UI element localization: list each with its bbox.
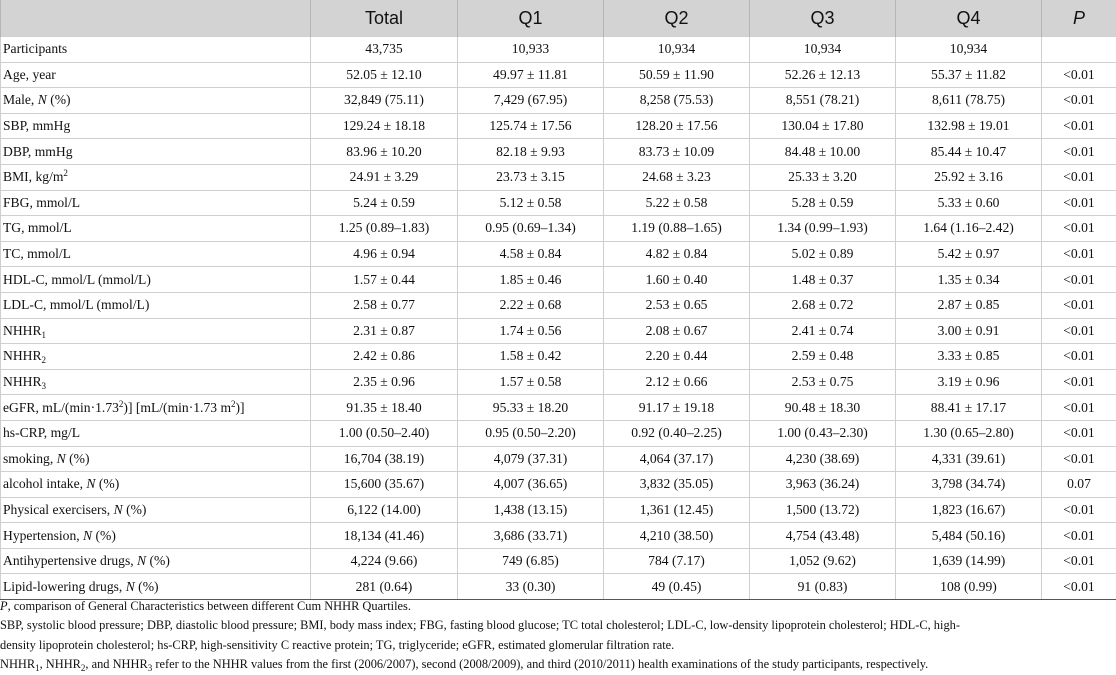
cell-p: <0.01	[1042, 574, 1116, 600]
cell-total: 24.91 ± 3.29	[311, 164, 458, 190]
cell-p: <0.01	[1042, 88, 1116, 114]
cell-total: 91.35 ± 18.40	[311, 395, 458, 421]
cell-total: 1.57 ± 0.44	[311, 267, 458, 293]
cell-q3: 1.34 (0.99–1.93)	[750, 216, 896, 242]
cell-total: 1.00 (0.50–2.40)	[311, 420, 458, 446]
cell-q1: 1.58 ± 0.42	[458, 344, 604, 370]
table-row	[1, 318, 1116, 344]
cell-p: <0.01	[1042, 267, 1116, 293]
cell-q3: 2.59 ± 0.48	[750, 344, 896, 370]
cell-q3: 1.00 (0.43–2.30)	[750, 420, 896, 446]
cell-p: 0.07	[1042, 472, 1116, 498]
table-body	[1, 37, 1116, 600]
cell-q1: 1.85 ± 0.46	[458, 267, 604, 293]
cell-q3: 25.33 ± 3.20	[750, 164, 896, 190]
cell-q4: 132.98 ± 19.01	[896, 113, 1042, 139]
row-label: HDL-C, mmol/L (mmol/L)	[1, 267, 311, 293]
table-row	[1, 241, 1116, 267]
cell-q1: 10,933	[458, 37, 604, 63]
row-label: Hypertension, N (%)	[1, 523, 311, 549]
cell-q4: 25.92 ± 3.16	[896, 164, 1042, 190]
header-q3: Q3	[750, 0, 896, 37]
cell-q1: 82.18 ± 9.93	[458, 139, 604, 165]
cell-q3: 4,754 (43.48)	[750, 523, 896, 549]
cell-q1: 1.57 ± 0.58	[458, 369, 604, 395]
footnote-p-text: , comparison of General Characteristics between different Cum NHHR Quartiles.	[8, 599, 411, 613]
table-row	[1, 62, 1116, 88]
header-p: P	[1042, 0, 1116, 37]
footnote-abbreviations-1: SBP, systolic blood pressure; DBP, diastolic blood pressure; BMI, body mass index; FBG, fasting blood glucose; TC total cholesterol; LDL-C, low-density lipoprotein cholesterol; HDL-C, high-	[0, 616, 1116, 635]
row-label: Participants	[1, 37, 311, 63]
cell-q2: 1.19 (0.88–1.65)	[604, 216, 750, 242]
cell-q1: 1,438 (13.15)	[458, 497, 604, 523]
cell-total: 15,600 (35.67)	[311, 472, 458, 498]
table-row	[1, 369, 1116, 395]
cell-q3: 3,963 (36.24)	[750, 472, 896, 498]
row-label: SBP, mmHg	[1, 113, 311, 139]
header-row	[1, 0, 1116, 37]
cell-p: <0.01	[1042, 113, 1116, 139]
cell-q3: 1,052 (9.62)	[750, 548, 896, 574]
cell-q2: 4.82 ± 0.84	[604, 241, 750, 267]
table-row	[1, 574, 1116, 600]
cell-q4: 3.00 ± 0.91	[896, 318, 1042, 344]
header-q1: Q1	[458, 0, 604, 37]
cell-q2: 1,361 (12.45)	[604, 497, 750, 523]
cell-p: <0.01	[1042, 344, 1116, 370]
cell-total: 129.24 ± 18.18	[311, 113, 458, 139]
footnote-nhhr: $NHHR_1$, $NHHR_2$, and $NHHR_3$ refer to the NHHR values from the first (2006/2007), second (2008/2009), and third (2010/2011) health examinations of the study participants, respectively.	[0, 655, 1116, 674]
table-row	[1, 164, 1116, 190]
table-row	[1, 344, 1116, 370]
cell-q4: 1.35 ± 0.34	[896, 267, 1042, 293]
table-row	[1, 267, 1116, 293]
cell-q4: 1.30 (0.65–2.80)	[896, 420, 1042, 446]
cell-q3: 1.48 ± 0.37	[750, 267, 896, 293]
cell-total: 2.31 ± 0.87	[311, 318, 458, 344]
row-label: BMI, $kg/m^2$	[1, 164, 311, 190]
cell-q2: 2.20 ± 0.44	[604, 344, 750, 370]
table-row	[1, 420, 1116, 446]
cell-total: 5.24 ± 0.59	[311, 190, 458, 216]
cell-q2: 49 (0.45)	[604, 574, 750, 600]
cell-q3: 4,230 (38.69)	[750, 446, 896, 472]
cell-total: 16,704 (38.19)	[311, 446, 458, 472]
cell-p: <0.01	[1042, 446, 1116, 472]
table-row	[1, 523, 1116, 549]
cell-q4: 10,934	[896, 37, 1042, 63]
cell-q4: 8,611 (78.75)	[896, 88, 1042, 114]
table-footnotes	[0, 597, 1116, 675]
cell-total: 2.35 ± 0.96	[311, 369, 458, 395]
cell-q1: 95.33 ± 18.20	[458, 395, 604, 421]
cell-q4: 5.33 ± 0.60	[896, 190, 1042, 216]
cell-q4: 5,484 (50.16)	[896, 523, 1042, 549]
table-row	[1, 395, 1116, 421]
row-label: eGFR, $mL/(\min\cdot 1.73^2)$] [mL/(min·1.73 $m^2$)]	[1, 395, 311, 421]
cell-q3: 130.04 ± 17.80	[750, 113, 896, 139]
cell-q2: 0.92 (0.40–2.25)	[604, 420, 750, 446]
cell-q3: 1,500 (13.72)	[750, 497, 896, 523]
cell-q1: 4.58 ± 0.84	[458, 241, 604, 267]
table-row	[1, 88, 1116, 114]
cell-q1: 1.74 ± 0.56	[458, 318, 604, 344]
row-label: Male, N (%)	[1, 88, 311, 114]
cell-q3: 10,934	[750, 37, 896, 63]
row-label: TC, mmol/L	[1, 241, 311, 267]
row-label: Antihypertensive drugs, N (%)	[1, 548, 311, 574]
table-row	[1, 190, 1116, 216]
cell-p: <0.01	[1042, 548, 1116, 574]
cell-total: 2.58 ± 0.77	[311, 292, 458, 318]
cell-q3: 5.28 ± 0.59	[750, 190, 896, 216]
header-total: Total	[311, 0, 458, 37]
cell-p: <0.01	[1042, 190, 1116, 216]
row-label: DBP, mmHg	[1, 139, 311, 165]
cell-total: 43,735	[311, 37, 458, 63]
cell-q4: 2.87 ± 0.85	[896, 292, 1042, 318]
cell-q2: 91.17 ± 19.18	[604, 395, 750, 421]
footnote-p	[0, 597, 1116, 616]
cell-q2: 2.12 ± 0.66	[604, 369, 750, 395]
cell-q1: 0.95 (0.69–1.34)	[458, 216, 604, 242]
cell-q4: 1,639 (14.99)	[896, 548, 1042, 574]
cell-q4: 108 (0.99)	[896, 574, 1042, 600]
table-row	[1, 472, 1116, 498]
row-label: Lipid-lowering drugs, N (%)	[1, 574, 311, 600]
table-row	[1, 37, 1116, 63]
cell-total: 18,134 (41.46)	[311, 523, 458, 549]
row-label: hs-CRP, mg/L	[1, 420, 311, 446]
cell-q2: 4,210 (38.50)	[604, 523, 750, 549]
cell-q1: 749 (6.85)	[458, 548, 604, 574]
cell-q2: 784 (7.17)	[604, 548, 750, 574]
table-row	[1, 497, 1116, 523]
cell-q2: 50.59 ± 11.90	[604, 62, 750, 88]
cell-total: 281 (0.64)	[311, 574, 458, 600]
cell-q1: 125.74 ± 17.56	[458, 113, 604, 139]
cell-q4: 1.64 (1.16–2.42)	[896, 216, 1042, 242]
cell-q2: 128.20 ± 17.56	[604, 113, 750, 139]
cell-q1: 23.73 ± 3.15	[458, 164, 604, 190]
cell-p: <0.01	[1042, 62, 1116, 88]
cell-q2: 5.22 ± 0.58	[604, 190, 750, 216]
cell-total: 4.96 ± 0.94	[311, 241, 458, 267]
cell-q2: 83.73 ± 10.09	[604, 139, 750, 165]
cell-total: 83.96 ± 10.20	[311, 139, 458, 165]
row-label: alcohol intake, N (%)	[1, 472, 311, 498]
cell-q1: 4,007 (36.65)	[458, 472, 604, 498]
cell-q3: 2.68 ± 0.72	[750, 292, 896, 318]
row-label: smoking, N (%)	[1, 446, 311, 472]
cell-q2: 2.53 ± 0.65	[604, 292, 750, 318]
cell-q1: 2.22 ± 0.68	[458, 292, 604, 318]
cell-q2: 8,258 (75.53)	[604, 88, 750, 114]
header-q4: Q4	[896, 0, 1042, 37]
cell-q4: 3.19 ± 0.96	[896, 369, 1042, 395]
cell-q2: 2.08 ± 0.67	[604, 318, 750, 344]
cell-q1: 7,429 (67.95)	[458, 88, 604, 114]
table-row	[1, 113, 1116, 139]
cell-q1: 5.12 ± 0.58	[458, 190, 604, 216]
row-label: $NHHR_3$	[1, 369, 311, 395]
cell-q2: 24.68 ± 3.23	[604, 164, 750, 190]
cell-p: <0.01	[1042, 420, 1116, 446]
footnote-p-symbol: P	[0, 599, 8, 613]
cell-p: <0.01	[1042, 164, 1116, 190]
cell-p: <0.01	[1042, 241, 1116, 267]
row-label: TG, mmol/L	[1, 216, 311, 242]
cell-p	[1042, 37, 1116, 63]
cell-q3: 91 (0.83)	[750, 574, 896, 600]
cell-q3: 52.26 ± 12.13	[750, 62, 896, 88]
cell-p: <0.01	[1042, 369, 1116, 395]
cell-q3: 90.48 ± 18.30	[750, 395, 896, 421]
cell-q4: 85.44 ± 10.47	[896, 139, 1042, 165]
cell-q3: 2.53 ± 0.75	[750, 369, 896, 395]
cell-p: <0.01	[1042, 139, 1116, 165]
table-row	[1, 292, 1116, 318]
cell-q3: 8,551 (78.21)	[750, 88, 896, 114]
cell-q4: 3,798 (34.74)	[896, 472, 1042, 498]
cell-q4: 55.37 ± 11.82	[896, 62, 1042, 88]
cell-q3: 2.41 ± 0.74	[750, 318, 896, 344]
cell-q3: 84.48 ± 10.00	[750, 139, 896, 165]
table-row	[1, 446, 1116, 472]
cell-q1: 4,079 (37.31)	[458, 446, 604, 472]
cell-q2: 4,064 (37.17)	[604, 446, 750, 472]
cell-q1: 3,686 (33.71)	[458, 523, 604, 549]
cell-total: 2.42 ± 0.86	[311, 344, 458, 370]
row-label: Age, year	[1, 62, 311, 88]
cell-total: 32,849 (75.11)	[311, 88, 458, 114]
cell-total: 6,122 (14.00)	[311, 497, 458, 523]
cell-q1: 0.95 (0.50–2.20)	[458, 420, 604, 446]
cell-p: <0.01	[1042, 216, 1116, 242]
row-label: $NHHR_2$	[1, 344, 311, 370]
cell-q1: 33 (0.30)	[458, 574, 604, 600]
cell-total: 4,224 (9.66)	[311, 548, 458, 574]
row-label: Physical exercisers, N (%)	[1, 497, 311, 523]
header-q2: Q2	[604, 0, 750, 37]
cell-total: 52.05 ± 12.10	[311, 62, 458, 88]
table-row	[1, 216, 1116, 242]
cell-q3: 5.02 ± 0.89	[750, 241, 896, 267]
cell-q2: 3,832 (35.05)	[604, 472, 750, 498]
table-row	[1, 548, 1116, 574]
cell-q2: 1.60 ± 0.40	[604, 267, 750, 293]
row-label: FBG, mmol/L	[1, 190, 311, 216]
cell-p: <0.01	[1042, 292, 1116, 318]
cell-q4: 3.33 ± 0.85	[896, 344, 1042, 370]
header-blank	[1, 0, 311, 37]
table-row	[1, 139, 1116, 165]
cell-q4: 4,331 (39.61)	[896, 446, 1042, 472]
cell-p: <0.01	[1042, 523, 1116, 549]
cell-q2: 10,934	[604, 37, 750, 63]
cell-q1: 49.97 ± 11.81	[458, 62, 604, 88]
cell-q4: 88.41 ± 17.17	[896, 395, 1042, 421]
cell-q4: 5.42 ± 0.97	[896, 241, 1042, 267]
row-label: $NHHR_1$	[1, 318, 311, 344]
cell-p: <0.01	[1042, 497, 1116, 523]
cell-p: <0.01	[1042, 395, 1116, 421]
row-label: LDL-C, mmol/L (mmol/L)	[1, 292, 311, 318]
cell-p: <0.01	[1042, 318, 1116, 344]
cell-q4: 1,823 (16.67)	[896, 497, 1042, 523]
footnote-abbreviations-2: density lipoprotein cholesterol; hs-CRP, high-sensitivity C reactive protein; TG, triglyceride; eGFR, estimated glomerular filtration rate.	[0, 636, 1116, 655]
cell-total: 1.25 (0.89–1.83)	[311, 216, 458, 242]
